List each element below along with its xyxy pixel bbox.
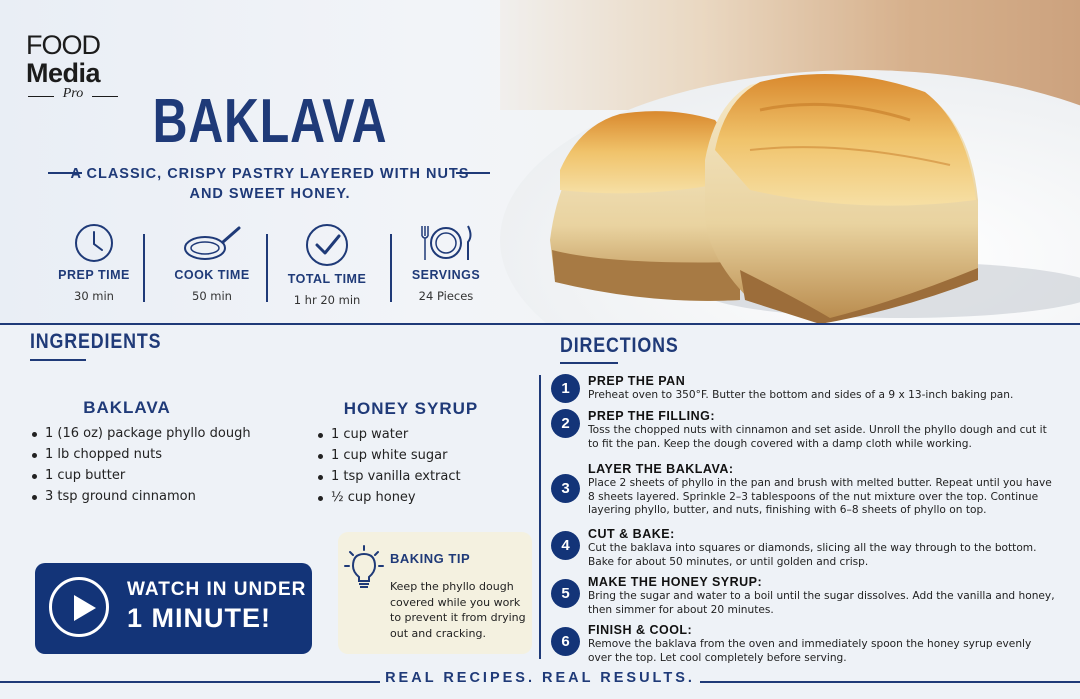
clock-icon (73, 222, 115, 264)
stat-label: SERVINGS (411, 268, 481, 282)
step-title: PREP THE FILLING: (588, 409, 716, 423)
stat-total-time (277, 222, 377, 307)
ingredient-group-title: BAKLAVA (83, 398, 171, 417)
lightbulb-icon (344, 544, 384, 590)
step-text: Bring the sugar and water to a boil until the sugar dissolves. Add the vanilla and honey, then simmer for about 20 minutes. (588, 590, 1055, 616)
step-title: MAKE THE HONEY SYRUP: (588, 575, 763, 589)
directions-heading: DIRECTIONS (560, 334, 679, 357)
stat-label: COOK TIME (174, 268, 250, 282)
stat-servings (396, 222, 496, 303)
plate-fork-knife-icon (416, 222, 476, 264)
footer-rule-left (0, 681, 380, 683)
directions-rule (539, 375, 541, 659)
ingredient-group-honey-syrup (316, 399, 516, 508)
recipe-subtitle: A CLASSIC, CRISPY PASTRY LAYERED WITH NUTS AND SWEET HONEY. (70, 166, 470, 202)
stat-value: 30 min (74, 289, 114, 303)
recipe-title: BAKLAVA (152, 87, 388, 156)
watch-video-button[interactable] (35, 563, 312, 654)
ingredient-item: 1 (16 oz) package phyllo dough (30, 423, 270, 444)
logo-text-food: FOOD (26, 30, 100, 60)
recipe-stats (44, 222, 504, 307)
step-text: Remove the baklava from the oven and immediately spoon the honey syrup evenly over the top. Let cool completely before serving. (588, 638, 1032, 664)
step-number: 6 (551, 627, 580, 656)
stat-label: TOTAL TIME (287, 272, 367, 286)
step-text: Preheat oven to 350°F. Butter the bottom and sides of a 9 x 13-inch baking pan. (588, 389, 1014, 401)
ingredient-item: ½ cup honey (316, 487, 516, 508)
baklava-photo (500, 0, 1080, 324)
watch-video-line1: WATCH IN UNDER (127, 579, 307, 600)
step-number: 1 (551, 374, 580, 403)
ingredient-item: 1 cup butter (30, 465, 270, 486)
frying-pan-icon (181, 222, 243, 264)
stat-label: PREP TIME (58, 268, 130, 282)
step-text: Cut the baklava into squares or diamonds, slicing all the way through to the bottom. Bake for about 50 minutes, or until golden and crisp. (588, 542, 1037, 568)
step-number: 2 (551, 409, 580, 438)
stat-cook-time (162, 222, 262, 303)
ingredient-item: 3 tsp ground cinnamon (30, 486, 270, 507)
step-title: PREP THE PAN (588, 374, 686, 388)
step-text: Toss the chopped nuts with cinnamon and set aside. Unroll the phyllo dough and cut it to fit the pan. Keep the dough covered with a damp cloth while working. (588, 424, 1047, 450)
ingredient-group-title: HONEY SYRUP (343, 399, 479, 418)
step-title: LAYER THE BAKLAVA: (588, 462, 734, 476)
ingredient-item: 1 cup white sugar (316, 445, 516, 466)
step-number: 3 (551, 474, 580, 503)
play-icon (49, 577, 109, 637)
ingredients-underline (30, 359, 86, 361)
stat-prep-time (44, 222, 144, 303)
baking-tip-title: BAKING TIP (390, 551, 471, 566)
footer-tagline: REAL RECIPES. REAL RESULTS. (385, 670, 695, 686)
ingredient-list (30, 423, 270, 507)
step-number: 4 (551, 531, 580, 560)
hero-divider (0, 323, 1080, 325)
logo-text-pro: Pro (26, 86, 120, 102)
stat-value: 1 hr 20 min (293, 293, 361, 307)
stat-divider (266, 234, 268, 302)
baking-tip-text: Keep the phyllo dough covered while you work to prevent it from drying out and cracking. (390, 580, 526, 640)
baking-tip-card (338, 532, 532, 654)
ingredient-item: 1 tsp vanilla extract (316, 466, 516, 487)
footer-rule-right (700, 681, 1080, 683)
ingredient-item: 1 lb chopped nuts (30, 444, 270, 465)
stat-divider (143, 234, 145, 302)
stat-value: 50 min (192, 289, 232, 303)
step-number: 5 (551, 579, 580, 608)
ingredient-group-baklava (30, 398, 270, 507)
stat-value: 24 Pieces (418, 289, 474, 303)
watch-video-line2: 1 MINUTE! (127, 603, 271, 633)
stat-divider (390, 234, 392, 302)
step-title: CUT & BAKE: (588, 527, 675, 541)
ingredient-item: 1 cup water (316, 424, 516, 445)
logo-text-media: Media (26, 58, 101, 88)
ingredient-list (316, 424, 516, 508)
checkmark-circle-icon (304, 222, 350, 268)
ingredients-heading: INGREDIENTS (30, 330, 162, 353)
directions-underline (560, 362, 618, 364)
step-text: Place 2 sheets of phyllo in the pan and brush with melted butter. Repeat until you have 8 sheets layered. Sprinkle 2–3 tablespoons of the nut mixture over the top. Continue layering phyllo, butter, and nuts, finishing with 6–8 sheets of phyllo on top. (588, 477, 1052, 516)
step-title: FINISH & COOL: (588, 623, 693, 637)
